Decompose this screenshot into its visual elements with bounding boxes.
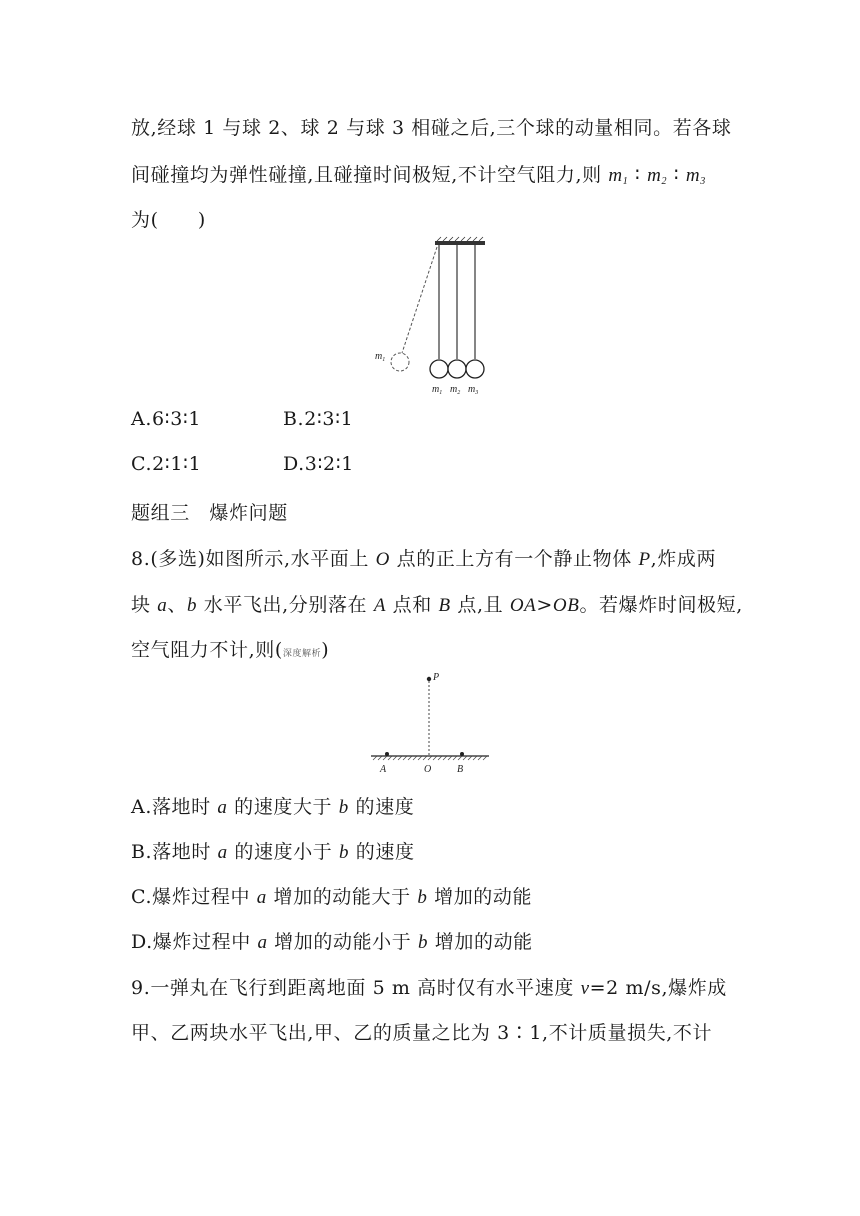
q7-option-a: A.6∶3∶1: [131, 408, 202, 430]
label-P: P: [433, 672, 440, 683]
label-ball-m3: $m_3$: [468, 384, 479, 396]
ball-m2: [448, 360, 466, 378]
section-title: 题组三 爆炸问题: [131, 502, 288, 524]
raised-ball-m1: [391, 353, 409, 371]
label-B: B: [457, 764, 464, 775]
q7-line2: [131, 160, 706, 187]
q7-option-c: C.2∶1∶1: [131, 453, 202, 475]
pendulum-figure: [365, 235, 505, 400]
mass-m3: $m_3$: [685, 165, 706, 187]
point-B: [460, 752, 464, 756]
label-ball-m1: $m_1$: [432, 384, 443, 396]
point-A: [385, 752, 389, 756]
ratio-separator: ∶: [628, 164, 648, 186]
ratio-separator: ∶: [667, 164, 686, 186]
q7-line1: 放,经球 1 与球 2、球 2 与球 3 相碰之后,三个球的动量相同。若各球: [131, 117, 732, 139]
label-ball-m2: $m_2$: [450, 384, 461, 396]
q7-line3: 为( ): [131, 209, 206, 231]
mass-m2: $m_2$: [647, 165, 668, 187]
q8-line1: 8.(多选)如图所示,水平面上 O 点的正上方有一个静止物体 P,炸成两: [131, 548, 717, 570]
q8-option-c: C.爆炸过程中 a 增加的动能大于 b 增加的动能: [131, 886, 533, 908]
point-P: [427, 677, 431, 681]
q7-option-d: D.3∶2∶1: [283, 453, 354, 475]
q8-option-a: A.落地时 a 的速度大于 b 的速度: [131, 796, 415, 818]
explosion-figure: [365, 670, 495, 778]
mass-m1: $m_1$: [608, 165, 629, 187]
q7-line2-text: 间碰撞均为弹性碰撞,且碰撞时间极短,不计空气阻力,则: [131, 164, 609, 186]
analysis-tag: 深度解析: [282, 649, 322, 659]
ball-m3: [466, 360, 484, 378]
ceiling-hatch: [437, 237, 483, 241]
q7-option-b: B.2∶3∶1: [283, 408, 354, 430]
q9-line1: 9.一弹丸在飞行到距离地面 5 m 高时仅有水平速度 v=2 m/s,爆炸成: [131, 977, 727, 999]
ball-m1: [430, 360, 448, 378]
raised-string: [402, 247, 437, 353]
q8-line3: 空气阻力不计,则(深度解析): [131, 639, 330, 661]
label-O: O: [424, 764, 432, 775]
ceiling-bar: [435, 241, 485, 245]
q8-line2: 块 a、b 水平飞出,分别落在 A 点和 B 点,且 OA>OB。若爆炸时间极短,: [131, 594, 743, 616]
q8-option-b: B.落地时 a 的速度小于 b 的速度: [131, 841, 415, 863]
q8-option-d: D.爆炸过程中 a 增加的动能小于 b 增加的动能: [131, 931, 533, 953]
label-A: A: [380, 764, 387, 775]
label-m1-raised: $m_1$: [375, 351, 386, 363]
q9-line2: 甲、乙两块水平飞出,甲、乙的质量之比为 3∶1,不计质量损失,不计: [131, 1022, 713, 1044]
